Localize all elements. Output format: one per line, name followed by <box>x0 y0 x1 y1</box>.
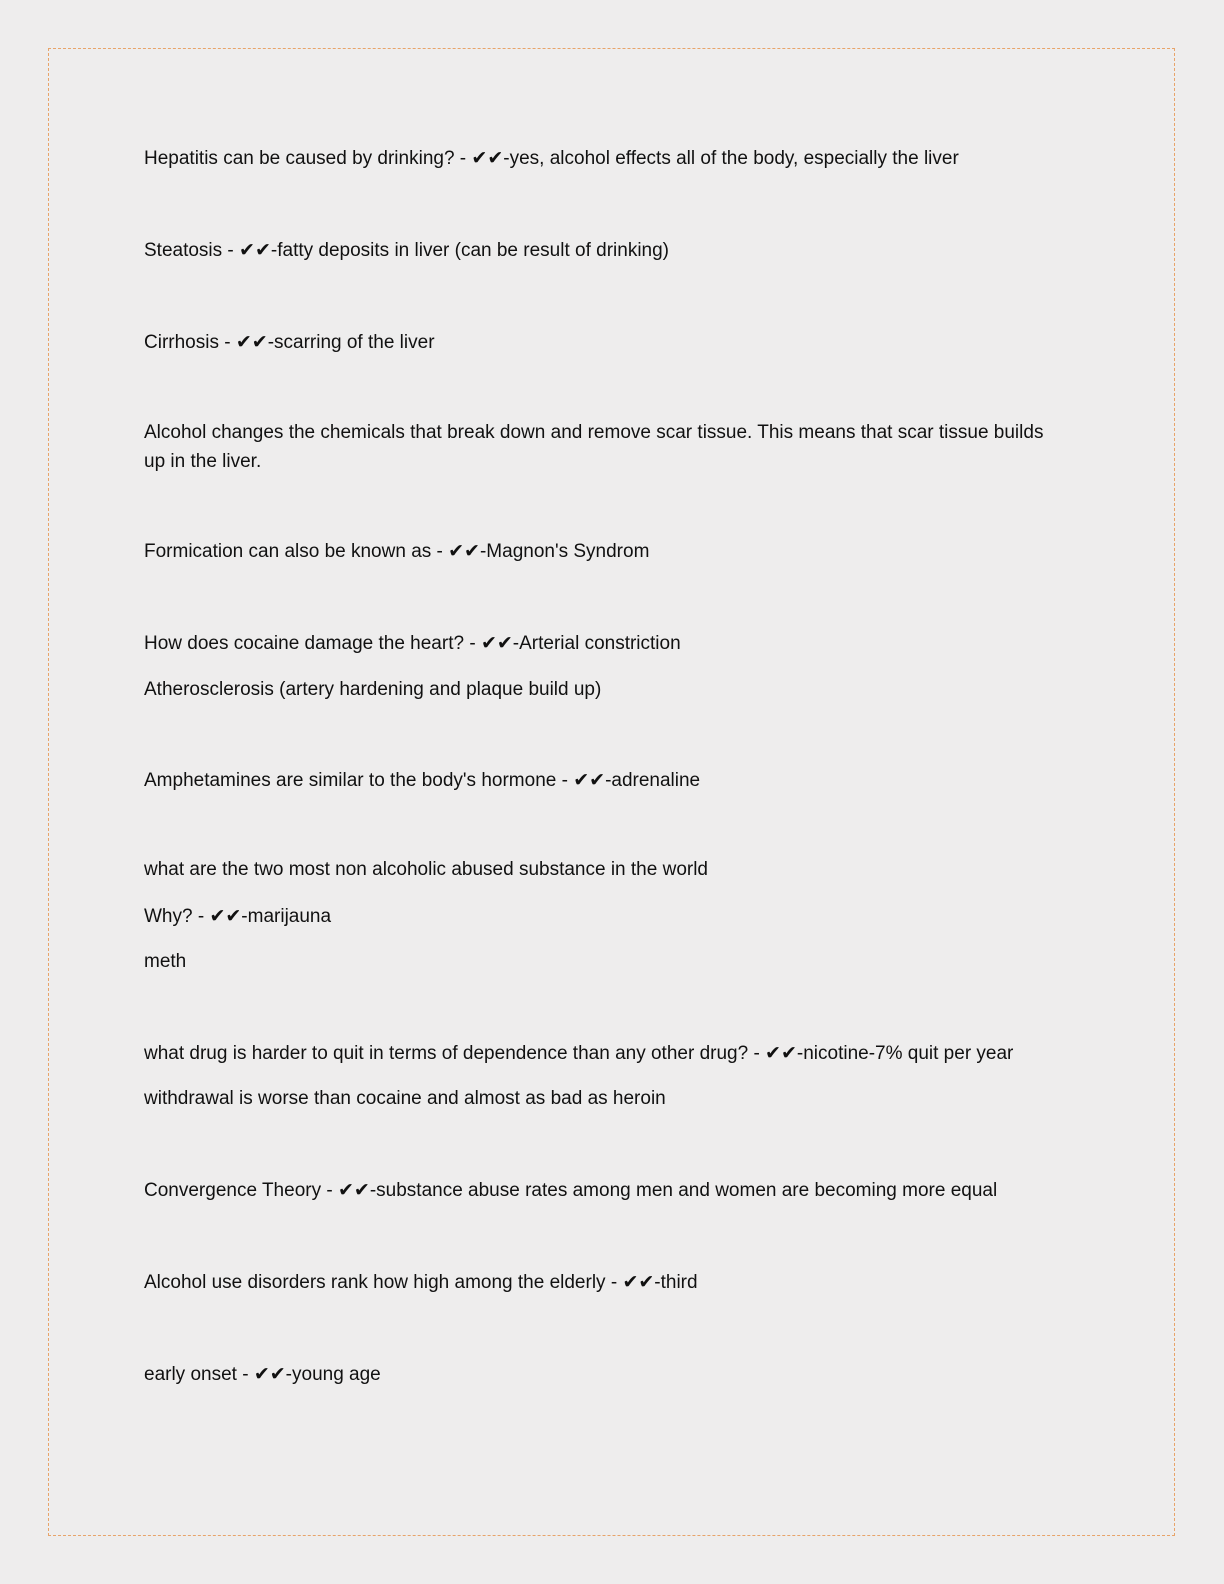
double-check-icon: ✔✔ <box>337 1179 370 1201</box>
entry-answer: -scarring of the liver <box>267 332 435 353</box>
entry-scar-tissue-note: Alcohol changes the chemicals that break down and remove scar tissue. This means that scar tissue builds up in the liver. <box>144 422 1044 472</box>
entry-early-onset <box>144 1360 381 1389</box>
double-check-icon: ✔✔ <box>253 1363 286 1385</box>
entry-answer: -young age <box>285 1364 381 1385</box>
entry-answer: -marijauna <box>241 906 332 927</box>
entry-why <box>144 902 331 931</box>
entry-meth: meth <box>144 951 187 972</box>
entry-question: Steatosis - <box>144 240 240 261</box>
entry-question: Convergence Theory - <box>144 1180 338 1201</box>
double-check-icon: ✔✔ <box>209 905 242 927</box>
entry-formication <box>144 537 649 566</box>
entry-cocaine-heart <box>144 629 681 658</box>
double-check-icon: ✔✔ <box>622 1271 655 1293</box>
entry-question: Alcohol use disorders rank how high among the elderly - <box>144 1272 623 1293</box>
entry-hepatitis <box>144 144 959 173</box>
double-check-icon: ✔✔ <box>573 769 606 791</box>
entry-question: Why? - <box>144 906 210 927</box>
entry-withdrawal: withdrawal is worse than cocaine and almost as bad as heroin <box>144 1088 666 1109</box>
entry-question: what drug is harder to quit in terms of dependence than any other drug? - <box>144 1043 766 1064</box>
entry-steatosis <box>144 236 669 265</box>
double-check-icon: ✔✔ <box>239 239 271 261</box>
entry-question: Amphetamines are similar to the body's hormone - <box>144 770 574 791</box>
double-check-icon: ✔✔ <box>765 1042 797 1064</box>
double-check-icon: ✔✔ <box>480 632 513 654</box>
entry-elderly <box>144 1268 698 1297</box>
entry-abused-substances: what are the two most non alcoholic abused substance in the world <box>144 859 708 880</box>
entry-convergence-theory <box>144 1176 997 1205</box>
entry-answer: -adrenaline <box>605 770 701 791</box>
entry-amphetamines <box>144 766 700 795</box>
entry-answer: -substance abuse rates among men and women are becoming more equal <box>369 1180 998 1201</box>
entry-answer: -third <box>654 1272 698 1293</box>
entry-answer: -Arterial constriction <box>512 633 681 654</box>
entry-answer: -nicotine-7% quit per year <box>796 1043 1014 1064</box>
entry-nicotine <box>144 1039 1013 1068</box>
entry-question: Formication can also be known as - <box>144 541 449 562</box>
double-check-icon: ✔✔ <box>235 331 268 353</box>
entry-question: early onset - <box>144 1364 254 1385</box>
entry-cirrhosis <box>144 328 435 357</box>
entry-answer: -fatty deposits in liver (can be result of drinking) <box>270 240 670 261</box>
entry-atherosclerosis: Atherosclerosis (artery hardening and plaque build up) <box>144 679 602 700</box>
entry-question: Cirrhosis - <box>144 332 236 353</box>
double-check-icon: ✔✔ <box>448 540 480 562</box>
entry-question: Hepatitis can be caused by drinking? - <box>144 148 472 169</box>
entry-question: How does cocaine damage the heart? - <box>144 633 481 654</box>
double-check-icon: ✔✔ <box>471 147 504 169</box>
entry-answer: -yes, alcohol effects all of the body, especially the liver <box>503 148 959 169</box>
entry-answer: -Magnon's Syndrom <box>479 541 650 562</box>
